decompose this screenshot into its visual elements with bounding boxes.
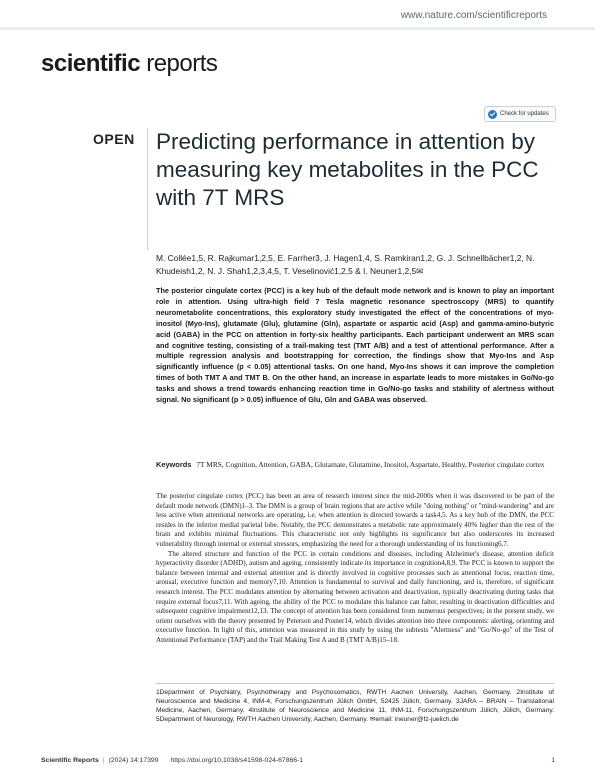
header-divider bbox=[0, 27, 595, 30]
author-list: M. Collée1,5, R. Rajkumar1,2,5, E. Farrher3, J. Hagen1,4, S. Ramkiran1,2, G. J. Schnellbächer1,2, N. Khudeish1,2, N. J. Shah1,2,3,4,5, T. Veselinović1,2,5 & I. Neuner1,2,5✉ bbox=[156, 253, 535, 276]
logo-light-text: reports bbox=[140, 50, 218, 77]
journal-url[interactable]: www.nature.com/scientificreports bbox=[400, 10, 547, 21]
affiliation-divider bbox=[156, 683, 554, 684]
journal-logo bbox=[41, 50, 217, 78]
article-body bbox=[156, 492, 554, 646]
keywords-list: 7T MRS, Cognition, Attention, GABA, Glutamate, Glutamine, Inositol, Aspartate, Healthy, Posterior cingulate cortex bbox=[196, 460, 545, 469]
article-title: Predicting performance in attention by measuring key metabolites in the PCC with 7T MRS bbox=[156, 129, 539, 210]
title-divider bbox=[147, 128, 148, 250]
body-paragraph-1: The posterior cingulate cortex (PCC) has been an area of research interest since the mid-2000s when it was discovered to be part of the default mode network (DMN)1–3. The DMN is a group of brain regions that are active while "doing nothing" or "mind-wandering" and are less active when attentional networks are operating, i.e. when attention is directed towards a task4,5. As a key hub of the DMN, the PCC resides in the inferior medial parietal lobe. Notably, the PCC demonstrates a metabolic rate approximately 40% higher than the rest of the brain and exhibits minimal fluctuations. This characteristic not only highlights its significance but also underscores its increased vulnerability through internal or external stressors, emphasizing the need for a thorough understanding of its functioning6,7. bbox=[156, 492, 554, 548]
open-access-label: OPEN bbox=[93, 131, 135, 147]
check-updates-icon bbox=[488, 110, 497, 119]
footer-issue: (2024) 14:17399 bbox=[108, 757, 159, 764]
logo-bold-text: scientific bbox=[41, 50, 141, 77]
footer-journal: Scientific Reports bbox=[41, 757, 99, 764]
footer-doi-link[interactable]: https://doi.org/10.1038/s41598-024-67866-1 bbox=[170, 757, 304, 764]
page-number: 1 bbox=[551, 757, 555, 764]
check-for-updates-button[interactable] bbox=[484, 106, 556, 122]
body-paragraph-2: The altered structure and function of the PCC in certain conditions and diseases, including Alzheimer's disease, attention deficit hyperactivity disorder (ADHD), autism and ageing, consistently indicate its importance in cognition4,8,9. The PCC is known to support the balance between internal and external attention and is directly involved in cognitive processes such as attentional focus, reaction time, arousal, executive function and memory7,10. Attention is fundamental to survival and daily functioning, and is, therefore, of significant research interest. The PCC modulates attention by alternating between activation and deactivation, typically deactivating during tasks that require external focus7,11. With ageing, the ability of the PCC to modulate this balance can falter, resulting in deactivation difficulties and subsequent cognitive impairment12,13. The concept of attention has been considered from numerous perspectives; in the present study, we orient ourselves with the theory presented by Peterson and Posner14, which divides attention into three components: alerting, orienting and executive function. In light of this, attention was measured in this study by using the subtests "Alertness" and "Go/No-go" of the Test of Attentional Performance (TAP) and the Trail Making Test A and B (TMT A/B)15–18. bbox=[156, 549, 554, 644]
keywords-label: Keywords bbox=[156, 460, 192, 469]
page-footer bbox=[41, 757, 555, 764]
affiliations: 1Department of Psychiatry, Psychotherapy and Psychosomatics, RWTH Aachen University, Aachen, Germany. 2Institute of Neuroscience and Medicine 4, INM-4, Forschungszentrum Jülich GmbH, 52425 Jülich, Germany. 3JARA – BRAIN – Translational Medicine, Aachen, Germany. 4Institute of Neuroscience and Medicine 11, INM-11, Forschungszentrum Jülich, Jülich, Germany. 5Department of Neurology, RWTH Aachen University, Aachen, Germany. ✉email: ineuner@fz-juelich.de bbox=[156, 689, 554, 723]
check-updates-label: Check for updates bbox=[500, 111, 549, 117]
keywords bbox=[156, 460, 554, 471]
footer-separator: | bbox=[102, 757, 105, 764]
abstract: The posterior cingulate cortex (PCC) is a key hub of the default mode network and is known to play an important role in attention. Using ultra-high field 7 Tesla magnetic resonance spectroscopy (MRS) to quantify neurometabolite concentrations, this exploratory study investigated the effect of the concentrations of myo-inositol (Myo-Ins), glutamate (Glu), glutamine (Gln), aspartate or aspartic acid (Asp) and gamma-amino-butyric acid (GABA) in the PCC on attention in forty-six healthy participants. Each participant underwent an MRS scan and cognitive testing, consisting of a trail-making test (TMT A/B) and a test of attentional performance. After a multiple regression analysis and bootstrapping for correction, the findings show that Myo-Ins and Asp significantly influence (p < 0.05) attentional tasks. On one hand, Myo-Ins shows it can improve the completion times of both TMT A and TMT B. On the other hand, an increase in aspartate leads to more mistakes in Go/No-go tasks and shows a trend towards enhancing reaction time in Go/No-go tasks and stability of alertness without signal. No significant (p > 0.05) influence of Glu, Gln and GABA was observed. bbox=[156, 286, 554, 405]
